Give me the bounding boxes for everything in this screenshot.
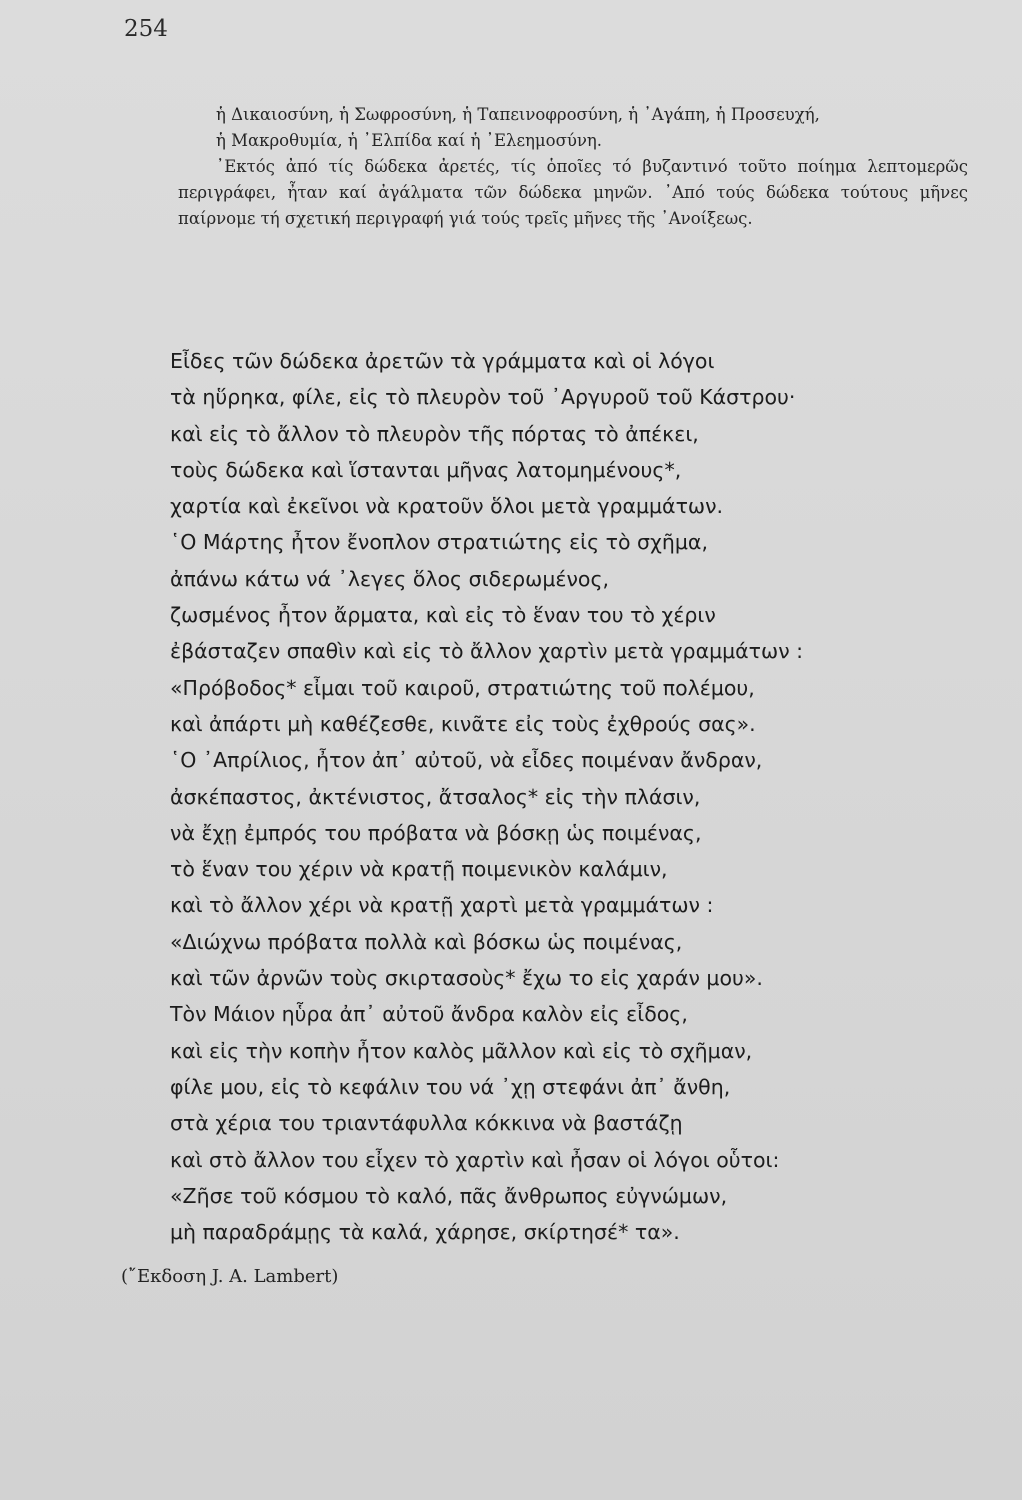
intro-line-1: ἡ Δικαιοσύνη, ἡ Σωφροσύνη, ἡ Ταπεινοφροσύνη, ἡ ᾿Αγάπη, ἡ Προσευχή,: [216, 105, 820, 124]
poem-line: Εἶδες τῶν δώδεκα ἀρετῶν τὰ γράμματα καὶ οἱ λόγοι: [170, 349, 715, 373]
poem-line: καὶ τῶν ἀρνῶν τοὺς σκιρτασοὺς* ἔχω το εἰς χαράν μου».: [170, 966, 763, 991]
poem-line: «Διώχνω πρόβατα πολλὰ καὶ βόσκω ὡς ποιμένας,: [170, 929, 683, 954]
poem-line: στὰ χέρια του τριαντάφυλλα κόκκινα νὰ βαστάζῃ: [170, 1111, 683, 1136]
poem-line: «Ζῆσε τοῦ κόσμου τὸ καλό, πᾶς ἄνθρωπος εὐγνώμων,: [170, 1183, 728, 1208]
poem-line: ἐβάσταζεν σπαθὶν καὶ εἰς τὸ ἄλλον χαρτὶν μετὰ γραμμάτων :: [170, 639, 804, 664]
intro-line-2: ἡ Μακροθυμία, ἡ ᾿Ελπίδα καί ἡ ᾿Ελεημοσύνη.: [216, 131, 603, 150]
poem-line: μὴ παραδράμῃς τὰ καλά, χάρησε, σκίρτησέ* τα».: [170, 1220, 680, 1245]
poem-line: «Πρόβοδος* εἶμαι τοῦ καιροῦ, στρατιώτης τοῦ πολέμου,: [170, 675, 755, 700]
poem-line: φίλε μου, εἰς τὸ κεφάλιν του νά ᾿χῃ στεφάνι ἀπ᾿ ἄνθη,: [170, 1074, 731, 1099]
intro-paragraph: ᾿Εκτός ἀπό τίς δώδεκα ἀρετές, τίς ὁποῖες τό βυζαντινό τοῦτο ποίημα λεπτομερῶς περιγράφει, ἦταν καί ἀγάλματα τῶν δώδεκα μηνῶν. ᾿Από τούς δώδεκα τούτους μῆνες παίρνομε τή σχετική περιγραφή γιά τούς τρεῖς μῆνες τῆς ᾿Ανοίξεως.: [178, 157, 968, 228]
poem-line: τὰ ηὕρηκα, φίλε, εἰς τὸ πλευρὸν τοῦ ᾿Αργυροῦ τοῦ Κάστρου·: [170, 385, 796, 410]
poem-line: Τὸν Μάιον ηὗρα ἀπ᾿ αὐτοῦ ἄνδρα καλὸν εἰς εἶδος,: [170, 1002, 688, 1027]
poem-line: ἀσκέπαστος, ἀκτένιστος, ἄτσαλος* εἰς τὴν πλάσιν,: [170, 784, 701, 809]
poem-line: χαρτία καὶ ἐκεῖνοι νὰ κρατοῦν ὅλοι μετὰ γραμμάτων.: [170, 494, 724, 519]
poem-line: ῾Ο Μάρτης ἦτον ἔνοπλον στρατιώτης εἰς τὸ σχῆμα,: [170, 530, 708, 555]
page-number: 254: [124, 16, 168, 42]
poem-line: καὶ στὸ ἄλλον του εἶχεν τὸ χαρτὶν καὶ ἦσαν οἱ λόγοι οὗτοι:: [170, 1147, 780, 1172]
poem-line: καὶ εἰς τὴν κοπὴν ἦτον καλὸς μᾶλλον καὶ εἰς τὸ σχῆμαν,: [170, 1038, 753, 1063]
poem-line: τὸ ἕναν του χέριν νὰ κρατῇ ποιμενικὸν καλάμιν,: [170, 857, 668, 882]
edition-note: (῎Εκδοση J. A. Lambert): [121, 1266, 339, 1287]
poem-line: ζωσμένος ἦτον ἄρματα, καὶ εἰς τὸ ἕναν του τὸ χέριν: [170, 603, 716, 628]
poem-line: νὰ ἔχῃ ἐμπρός του πρόβατα νὰ βόσκῃ ὡς ποιμένας,: [170, 820, 702, 845]
intro-text: [178, 102, 968, 232]
poem-line: καὶ ἀπάρτι μὴ καθέζεσθε, κινᾶτε εἰς τοὺς ἐχθρούς σας».: [170, 711, 756, 736]
poem-line: ῾Ο ᾿Απρίλιος, ἦτον ἀπ᾿ αὐτοῦ, νὰ εἶδες ποιμέναν ἄνδραν,: [170, 748, 763, 773]
poem-line: καὶ τὸ ἄλλον χέρι νὰ κρατῇ χαρτὶ μετὰ γραμμάτων :: [170, 893, 714, 918]
poem-line: καὶ εἰς τὸ ἄλλον τὸ πλευρὸν τῆς πόρτας τὸ ἀπέκει,: [170, 421, 699, 446]
poem: [170, 343, 990, 1250]
poem-line: τοὺς δώδεκα καὶ ἵστανται μῆνας λατομημένους*,: [170, 457, 682, 482]
poem-line: ἀπάνω κάτω νά ᾿λεγες ὅλος σιδερωμένος,: [170, 566, 609, 591]
